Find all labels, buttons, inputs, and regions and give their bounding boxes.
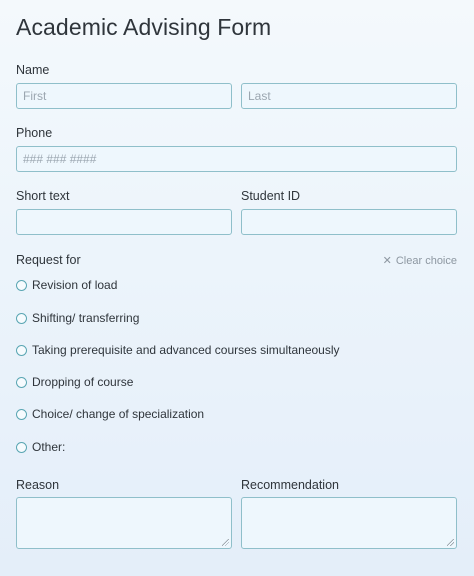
option-change-of-specialization[interactable] bbox=[16, 407, 204, 421]
first-name-field[interactable] bbox=[16, 83, 232, 109]
phone-label: Phone bbox=[16, 126, 53, 140]
request-for-label: Request for bbox=[16, 253, 81, 267]
radio-button[interactable] bbox=[16, 442, 27, 453]
student-id-label: Student ID bbox=[241, 189, 301, 203]
phone-field[interactable] bbox=[16, 146, 457, 172]
reason-label: Reason bbox=[16, 478, 60, 492]
radio-button[interactable] bbox=[16, 280, 27, 291]
short-text-field[interactable] bbox=[16, 209, 232, 235]
resize-grip-icon[interactable] bbox=[222, 539, 229, 546]
option-dropping-of-course[interactable] bbox=[16, 375, 133, 389]
option-prerequisite-courses[interactable] bbox=[16, 343, 340, 357]
option-other[interactable] bbox=[16, 440, 65, 454]
option-label: Choice/ change of specialization bbox=[32, 407, 205, 421]
recommendation-label: Recommendation bbox=[241, 478, 339, 492]
option-label: Shifting/ transferring bbox=[32, 311, 140, 325]
form-title: Academic Advising Form bbox=[16, 14, 272, 40]
option-label: Revision of load bbox=[32, 278, 118, 292]
option-label: Taking prerequisite and advanced courses simultaneously bbox=[32, 343, 340, 357]
clear-choice-button[interactable] bbox=[383, 254, 457, 267]
option-label: Dropping of course bbox=[32, 375, 134, 389]
close-icon: ✕ bbox=[382, 255, 392, 267]
last-name-field[interactable] bbox=[241, 83, 457, 109]
radio-button[interactable] bbox=[16, 313, 27, 324]
option-label: Other: bbox=[32, 440, 66, 454]
radio-button[interactable] bbox=[16, 409, 27, 420]
option-shifting-transferring[interactable] bbox=[16, 311, 139, 325]
option-revision-of-load[interactable] bbox=[16, 278, 117, 292]
clear-choice-label: Clear choice bbox=[395, 254, 457, 267]
name-label: Name bbox=[16, 63, 50, 77]
student-id-field[interactable] bbox=[241, 209, 457, 235]
resize-grip-icon[interactable] bbox=[447, 539, 454, 546]
radio-button[interactable] bbox=[16, 345, 27, 356]
recommendation-textarea[interactable] bbox=[241, 497, 457, 549]
short-text-label: Short text bbox=[16, 189, 70, 203]
reason-textarea[interactable] bbox=[16, 497, 232, 549]
radio-button[interactable] bbox=[16, 377, 27, 388]
